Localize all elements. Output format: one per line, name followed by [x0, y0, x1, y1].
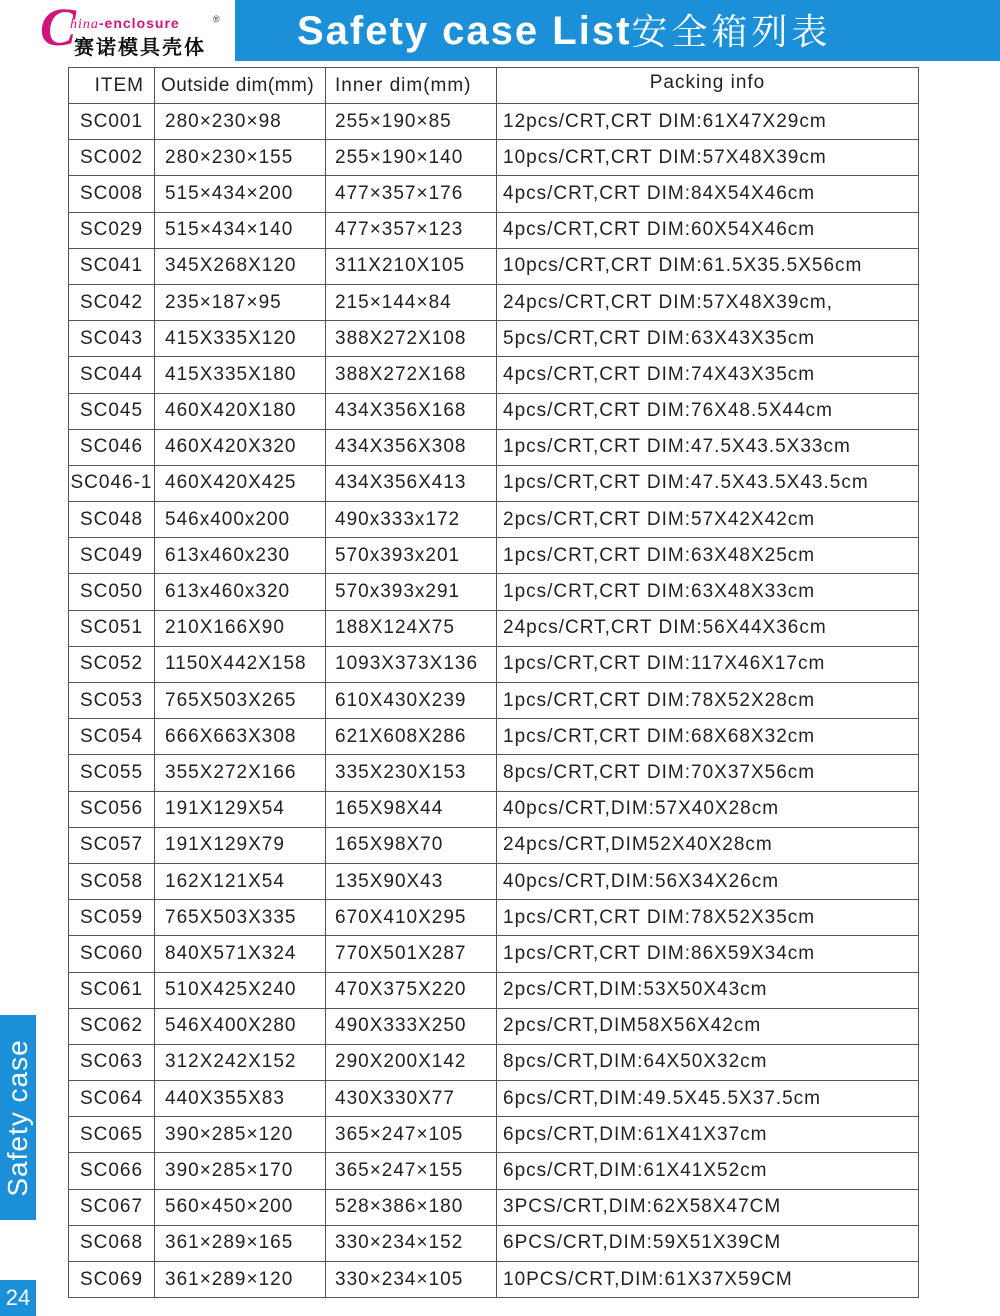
cell-outside-dim: 361×289×120 — [155, 1262, 326, 1298]
table-row — [69, 791, 919, 827]
cell-item: SC056 — [69, 791, 155, 827]
cell-packing-info: 1pcs/CRT,CRT DIM:78X52X35cm — [497, 900, 919, 936]
cell-packing-info: 24pcs/CRT,DIM52X40X28cm — [497, 827, 919, 863]
page-title — [297, 7, 831, 64]
table-row — [69, 936, 919, 972]
cell-packing-info: 6pcs/CRT,DIM:49.5X45.5X37.5cm — [497, 1081, 919, 1117]
table-row — [69, 755, 919, 791]
table-row — [69, 1153, 919, 1189]
table-row — [69, 321, 919, 357]
table-row — [69, 719, 919, 755]
cell-packing-info: 10pcs/CRT,CRT DIM:57X48X39cm — [497, 140, 919, 176]
cell-packing-info: 1pcs/CRT,CRT DIM:86X59X34cm — [497, 936, 919, 972]
table-header-row — [69, 68, 919, 104]
cell-inner-dim: 434X356X168 — [326, 393, 497, 429]
header-outside-dim: Outside dim(mm) — [155, 68, 326, 104]
cell-item: SC053 — [69, 683, 155, 719]
cell-item: SC049 — [69, 538, 155, 574]
table-row — [69, 104, 919, 140]
cell-item: SC069 — [69, 1262, 155, 1298]
cell-outside-dim: 312X242X152 — [155, 1044, 326, 1080]
cell-inner-dim: 311X210X105 — [326, 248, 497, 284]
safety-case-table — [68, 67, 919, 1298]
cell-packing-info: 3PCS/CRT,DIM:62X58X47CM — [497, 1189, 919, 1225]
logo-script-text: hina — [70, 17, 99, 32]
cell-outside-dim: 765X503X265 — [155, 683, 326, 719]
cell-outside-dim: 390×285×170 — [155, 1153, 326, 1189]
cell-packing-info: 40pcs/CRT,DIM:56X34X26cm — [497, 863, 919, 899]
cell-item: SC067 — [69, 1189, 155, 1225]
cell-inner-dim: 770X501X287 — [326, 936, 497, 972]
table-row — [69, 646, 919, 682]
cell-packing-info: 4pcs/CRT,CRT DIM:76X48.5X44cm — [497, 393, 919, 429]
cell-outside-dim: 460X420X320 — [155, 429, 326, 465]
table-row — [69, 863, 919, 899]
cell-inner-dim: 335X230X153 — [326, 755, 497, 791]
cell-item: SC062 — [69, 1008, 155, 1044]
cell-packing-info: 10pcs/CRT,CRT DIM:61.5X35.5X56cm — [497, 248, 919, 284]
cell-item: SC068 — [69, 1225, 155, 1261]
cell-packing-info: 1pcs/CRT,CRT DIM:47.5X43.5X43.5cm — [497, 465, 919, 501]
cell-item: SC058 — [69, 863, 155, 899]
cell-packing-info: 2pcs/CRT,DIM:53X50X43cm — [497, 972, 919, 1008]
table-row — [69, 465, 919, 501]
cell-item: SC046-1 — [69, 465, 155, 501]
cell-outside-dim: 191X129X79 — [155, 827, 326, 863]
cell-item: SC001 — [69, 104, 155, 140]
table-row — [69, 1081, 919, 1117]
cell-outside-dim: 666X663X308 — [155, 719, 326, 755]
cell-inner-dim: 165X98X44 — [326, 791, 497, 827]
cell-inner-dim: 135X90X43 — [326, 863, 497, 899]
table-body — [69, 104, 919, 1298]
cell-inner-dim: 470X375X220 — [326, 972, 497, 1008]
header-item: ITEM — [69, 68, 155, 104]
cell-item: SC051 — [69, 610, 155, 646]
cell-item: SC057 — [69, 827, 155, 863]
cell-item: SC063 — [69, 1044, 155, 1080]
cell-item: SC029 — [69, 212, 155, 248]
logo-english-rest: -enclosure — [98, 15, 180, 31]
cell-outside-dim: 460X420X180 — [155, 393, 326, 429]
cell-packing-info: 8pcs/CRT,DIM:64X50X32cm — [497, 1044, 919, 1080]
cell-inner-dim: 621X608X286 — [326, 719, 497, 755]
table-row — [69, 683, 919, 719]
table-row — [69, 357, 919, 393]
cell-inner-dim: 610X430X239 — [326, 683, 497, 719]
table-row — [69, 1044, 919, 1080]
cell-packing-info: 1pcs/CRT,CRT DIM:63X48X33cm — [497, 574, 919, 610]
cell-inner-dim: 165X98X70 — [326, 827, 497, 863]
cell-inner-dim: 434X356X413 — [326, 465, 497, 501]
cell-outside-dim: 515×434×200 — [155, 176, 326, 212]
header-packing-info: Packing info — [497, 68, 919, 104]
cell-packing-info: 8pcs/CRT,CRT DIM:70X37X56cm — [497, 755, 919, 791]
cell-packing-info: 1pcs/CRT,CRT DIM:68X68X32cm — [497, 719, 919, 755]
cell-outside-dim: 415X335X120 — [155, 321, 326, 357]
cell-item: SC055 — [69, 755, 155, 791]
table-row — [69, 827, 919, 863]
cell-item: SC050 — [69, 574, 155, 610]
cell-outside-dim: 460X420X425 — [155, 465, 326, 501]
table-row — [69, 140, 919, 176]
cell-packing-info: 10PCS/CRT,DIM:61X37X59CM — [497, 1262, 919, 1298]
title-banner — [235, 0, 1000, 61]
cell-item: SC008 — [69, 176, 155, 212]
cell-inner-dim: 490x333x172 — [326, 502, 497, 538]
header-inner-dim: Inner dim(mm) — [326, 68, 497, 104]
cell-outside-dim: 390×285×120 — [155, 1117, 326, 1153]
cell-outside-dim: 280×230×98 — [155, 104, 326, 140]
table-row — [69, 972, 919, 1008]
cell-inner-dim: 365×247×155 — [326, 1153, 497, 1189]
cell-inner-dim: 490X333X250 — [326, 1008, 497, 1044]
cell-inner-dim: 330×234×105 — [326, 1262, 497, 1298]
cell-packing-info: 40pcs/CRT,DIM:57X40X28cm — [497, 791, 919, 827]
cell-item: SC046 — [69, 429, 155, 465]
table-row — [69, 1262, 919, 1298]
cell-item: SC059 — [69, 900, 155, 936]
cell-packing-info: 1pcs/CRT,CRT DIM:117X46X17cm — [497, 646, 919, 682]
page-title-english: Safety case List — [297, 9, 632, 53]
cell-packing-info: 5pcs/CRT,CRT DIM:63X43X35cm — [497, 321, 919, 357]
table-row — [69, 1189, 919, 1225]
cell-inner-dim: 290X200X142 — [326, 1044, 497, 1080]
table-row — [69, 1008, 919, 1044]
table-row — [69, 502, 919, 538]
cell-inner-dim: 255×190×85 — [326, 104, 497, 140]
cell-item: SC052 — [69, 646, 155, 682]
cell-inner-dim: 255×190×140 — [326, 140, 497, 176]
cell-outside-dim: 546x400x200 — [155, 502, 326, 538]
cell-item: SC041 — [69, 248, 155, 284]
cell-inner-dim: 430X330X77 — [326, 1081, 497, 1117]
cell-outside-dim: 355X272X166 — [155, 755, 326, 791]
cell-inner-dim: 477×357×176 — [326, 176, 497, 212]
section-label: Safety case — [2, 1038, 33, 1197]
cell-item: SC054 — [69, 719, 155, 755]
cell-item: SC064 — [69, 1081, 155, 1117]
table-row — [69, 429, 919, 465]
cell-inner-dim: 477×357×123 — [326, 212, 497, 248]
table-row — [69, 248, 919, 284]
cell-outside-dim: 415X335X180 — [155, 357, 326, 393]
brand-logo — [40, 0, 240, 59]
cell-item: SC060 — [69, 936, 155, 972]
cell-inner-dim: 670X410X295 — [326, 900, 497, 936]
cell-outside-dim: 515×434×140 — [155, 212, 326, 248]
page-title-chinese: 安全箱列表 — [631, 11, 832, 52]
cell-packing-info: 1pcs/CRT,CRT DIM:47.5X43.5X33cm — [497, 429, 919, 465]
cell-inner-dim: 330×234×152 — [326, 1225, 497, 1261]
table-row — [69, 393, 919, 429]
cell-inner-dim: 388X272X108 — [326, 321, 497, 357]
cell-packing-info: 4pcs/CRT,CRT DIM:84X54X46cm — [497, 176, 919, 212]
table-row — [69, 176, 919, 212]
cell-packing-info: 12pcs/CRT,CRT DIM:61X47X29cm — [497, 104, 919, 140]
cell-inner-dim: 365×247×105 — [326, 1117, 497, 1153]
table-row — [69, 1117, 919, 1153]
cell-item: SC045 — [69, 393, 155, 429]
cell-packing-info: 6pcs/CRT,DIM:61X41X37cm — [497, 1117, 919, 1153]
cell-inner-dim: 528×386×180 — [326, 1189, 497, 1225]
cell-item: SC066 — [69, 1153, 155, 1189]
table-row — [69, 574, 919, 610]
registered-mark: ® — [213, 14, 220, 24]
cell-outside-dim: 765X503X335 — [155, 900, 326, 936]
cell-outside-dim: 191X129X54 — [155, 791, 326, 827]
cell-outside-dim: 280×230×155 — [155, 140, 326, 176]
table-row — [69, 284, 919, 320]
cell-packing-info: 1pcs/CRT,CRT DIM:63X48X25cm — [497, 538, 919, 574]
cell-outside-dim: 510X425X240 — [155, 972, 326, 1008]
table-row — [69, 1225, 919, 1261]
cell-packing-info: 6PCS/CRT,DIM:59X51X39CM — [497, 1225, 919, 1261]
cell-item: SC061 — [69, 972, 155, 1008]
cell-packing-info: 4pcs/CRT,CRT DIM:60X54X46cm — [497, 212, 919, 248]
cell-outside-dim: 840X571X324 — [155, 936, 326, 972]
cell-item: SC042 — [69, 284, 155, 320]
cell-packing-info: 2pcs/CRT,DIM58X56X42cm — [497, 1008, 919, 1044]
cell-packing-info: 4pcs/CRT,CRT DIM:74X43X35cm — [497, 357, 919, 393]
cell-outside-dim: 162X121X54 — [155, 863, 326, 899]
cell-item: SC044 — [69, 357, 155, 393]
cell-item: SC002 — [69, 140, 155, 176]
cell-inner-dim: 215×144×84 — [326, 284, 497, 320]
cell-packing-info: 2pcs/CRT,CRT DIM:57X42X42cm — [497, 502, 919, 538]
cell-item: SC043 — [69, 321, 155, 357]
cell-outside-dim: 613x460x230 — [155, 538, 326, 574]
table-row — [69, 610, 919, 646]
cell-outside-dim: 210X166X90 — [155, 610, 326, 646]
cell-inner-dim: 388X272X168 — [326, 357, 497, 393]
section-side-tab — [0, 1015, 36, 1220]
cell-packing-info: 1pcs/CRT,CRT DIM:78X52X28cm — [497, 683, 919, 719]
cell-inner-dim: 1093X373X136 — [326, 646, 497, 682]
cell-item: SC065 — [69, 1117, 155, 1153]
cell-inner-dim: 570x393x201 — [326, 538, 497, 574]
table-row — [69, 212, 919, 248]
cell-packing-info: 24pcs/CRT,CRT DIM:56X44X36cm — [497, 610, 919, 646]
logo-initial: C — [40, 0, 77, 57]
table-row — [69, 900, 919, 936]
cell-packing-info: 6pcs/CRT,DIM:61X41X52cm — [497, 1153, 919, 1189]
cell-outside-dim: 235×187×95 — [155, 284, 326, 320]
cell-item: SC048 — [69, 502, 155, 538]
cell-outside-dim: 560×450×200 — [155, 1189, 326, 1225]
cell-outside-dim: 361×289×165 — [155, 1225, 326, 1261]
cell-inner-dim: 570x393x291 — [326, 574, 497, 610]
cell-outside-dim: 440X355X83 — [155, 1081, 326, 1117]
page-number: 24 — [0, 1280, 36, 1316]
cell-outside-dim: 613x460x320 — [155, 574, 326, 610]
cell-inner-dim: 434X356X308 — [326, 429, 497, 465]
logo-chinese-name: 赛诺模具壳体 — [74, 37, 206, 59]
cell-outside-dim: 546X400X280 — [155, 1008, 326, 1044]
cell-inner-dim: 188X124X75 — [326, 610, 497, 646]
cell-outside-dim: 345X268X120 — [155, 248, 326, 284]
cell-packing-info: 24pcs/CRT,CRT DIM:57X48X39cm, — [497, 284, 919, 320]
table-row — [69, 538, 919, 574]
cell-outside-dim: 1150X442X158 — [155, 646, 326, 682]
